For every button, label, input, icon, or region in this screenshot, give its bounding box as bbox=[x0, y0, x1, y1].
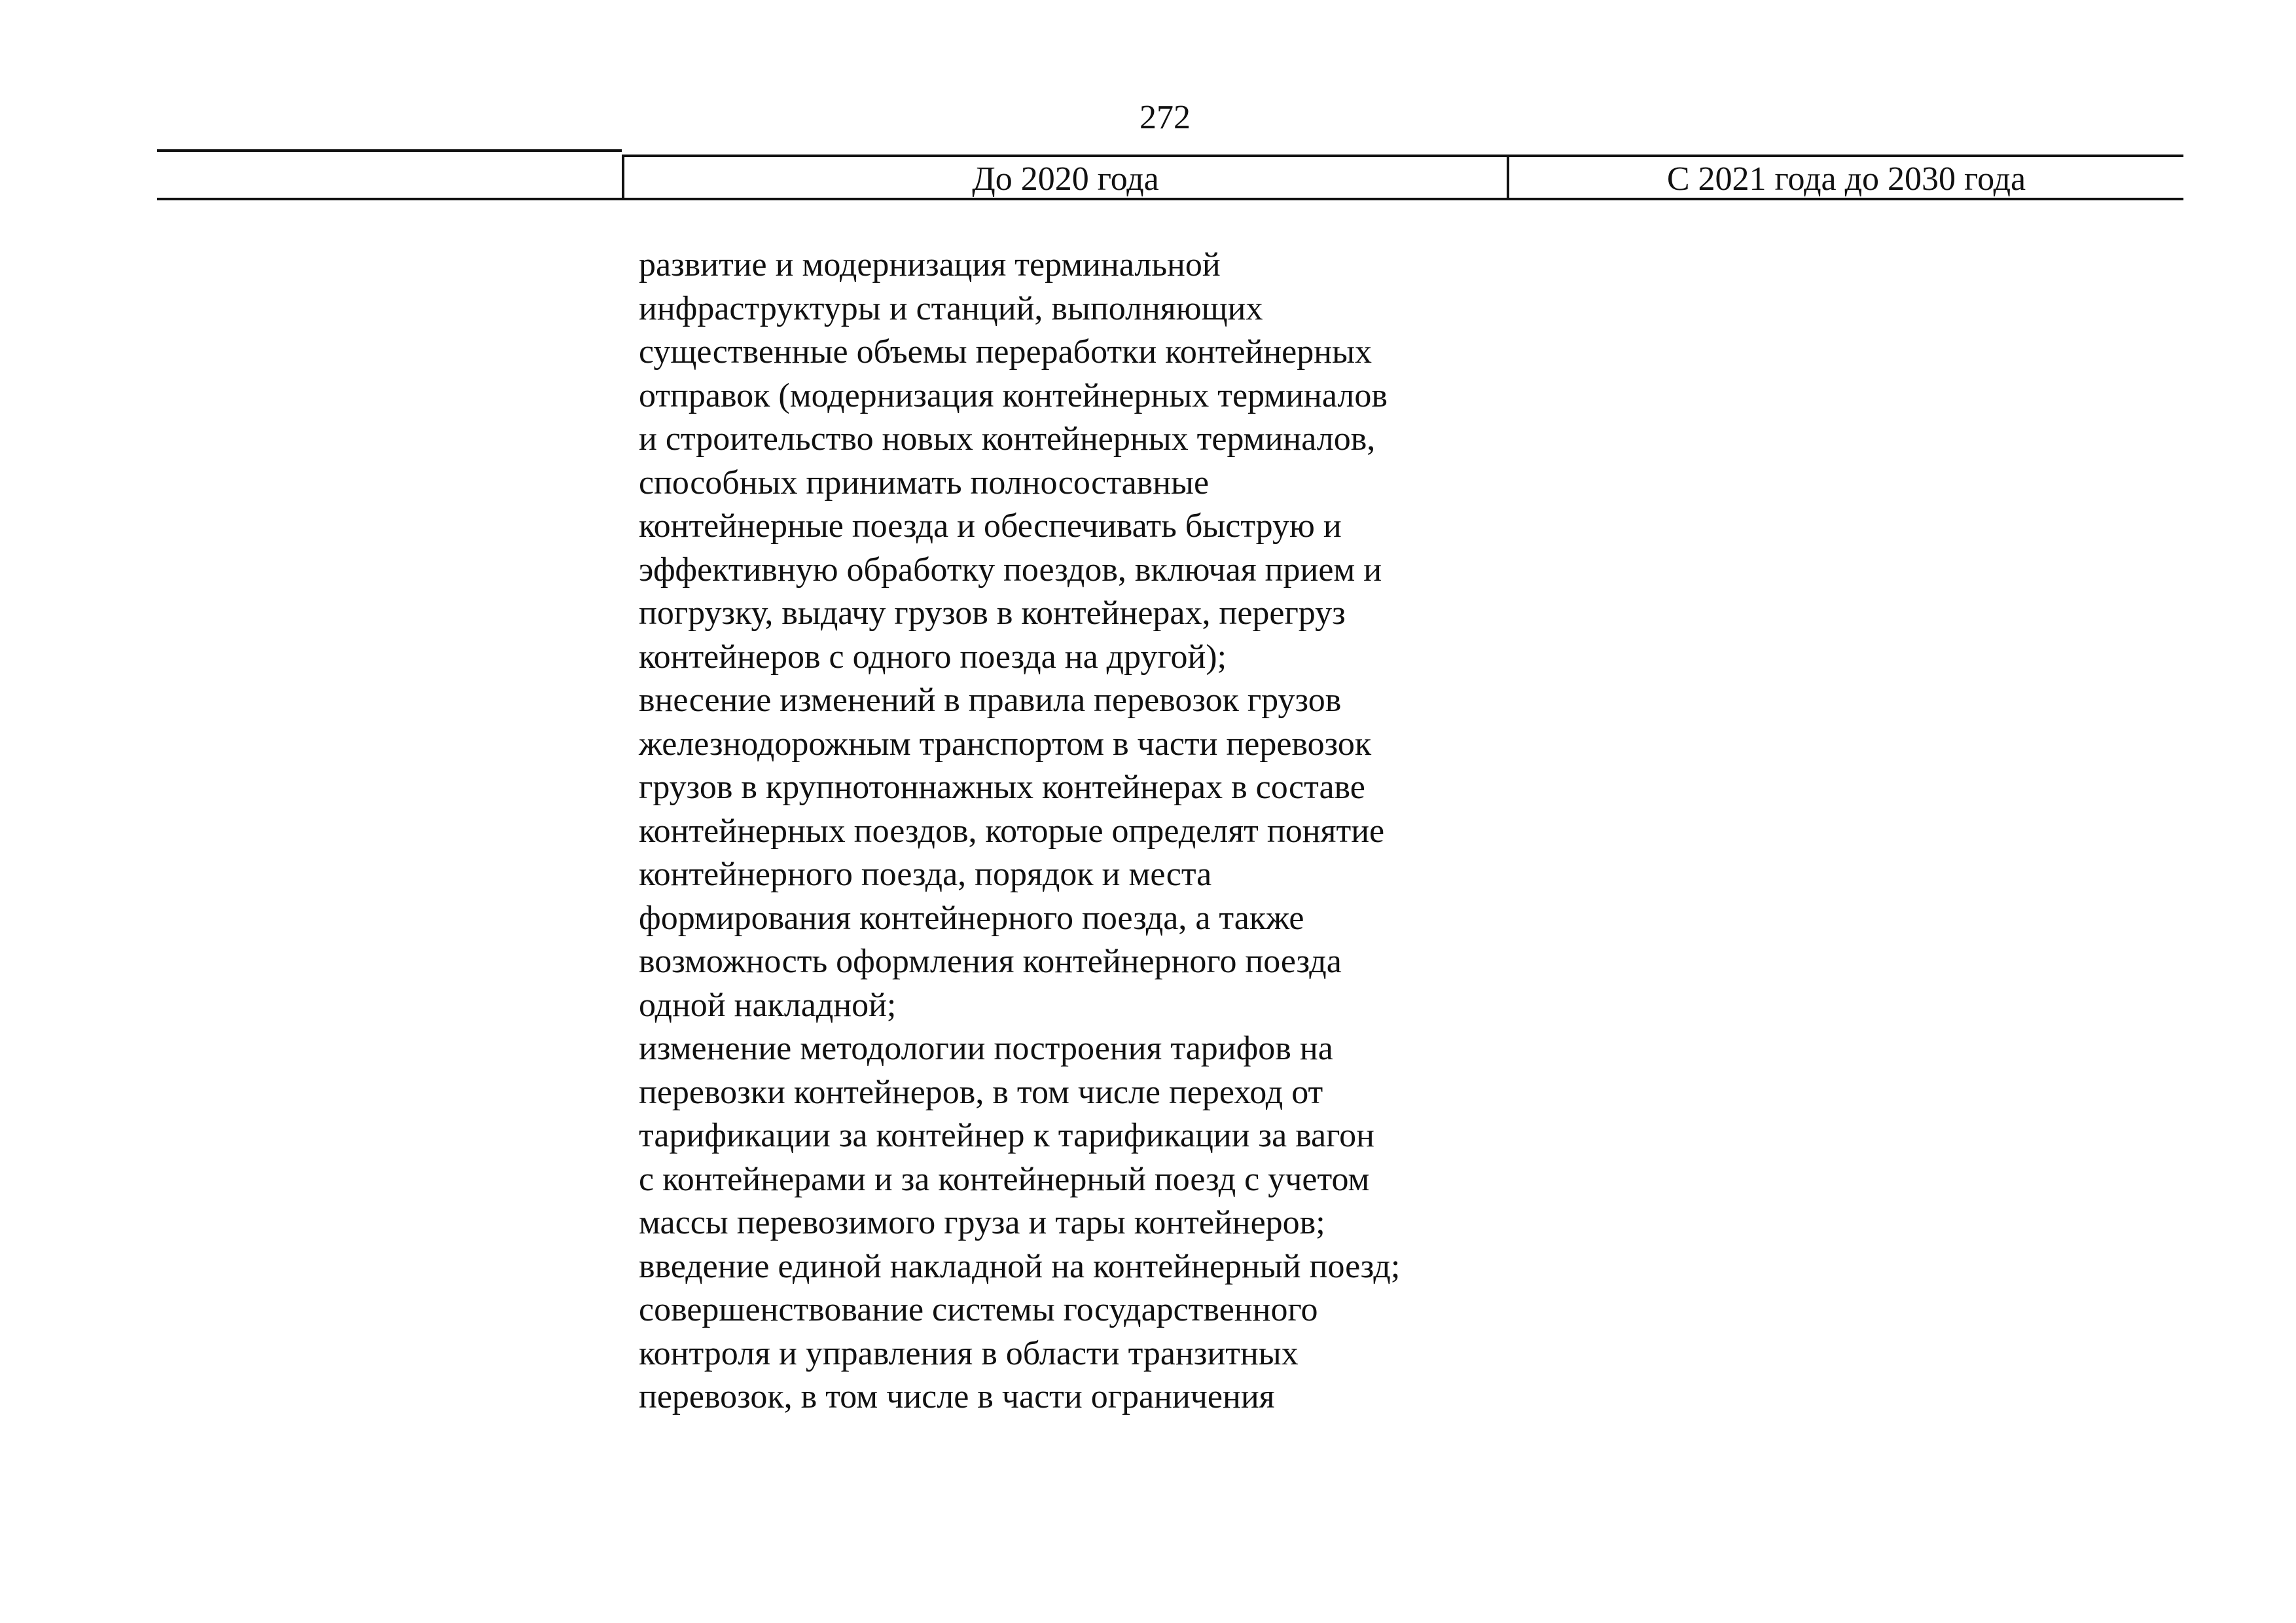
text-line: формирования контейнерного поезда, а также bbox=[639, 899, 1304, 937]
text-line: отправок (модернизация контейнерных терминалов bbox=[639, 376, 1388, 414]
text-line: тарификации за контейнер к тарификации за вагон bbox=[639, 1117, 1374, 1154]
text-line: железнодорожным транспортом в части перевозок bbox=[639, 725, 1372, 763]
table-header bbox=[157, 149, 2183, 196]
text-line: контейнерные поезда и обеспечивать быструю и bbox=[639, 507, 1342, 545]
text-line: контейнерных поездов, которые определят понятие bbox=[639, 812, 1385, 850]
text-line: совершенствование системы государственного bbox=[639, 1291, 1318, 1328]
text-line: перевозок, в том числе в части ограничения bbox=[639, 1378, 1275, 1415]
text-line: контейнеров с одного поезда на другой); bbox=[639, 638, 1227, 676]
text-line: развитие и модернизация терминальной bbox=[639, 246, 1221, 283]
text-line: и строительство новых контейнерных терминалов, bbox=[639, 420, 1376, 458]
text-line: существенные объемы переработки контейнерных bbox=[639, 333, 1372, 371]
text-line: перевозки контейнеров, в том числе переход от bbox=[639, 1073, 1323, 1111]
header-rule-bottom bbox=[157, 198, 2183, 200]
text-line: эффективную обработку поездов, включая прием и bbox=[639, 551, 1382, 589]
text-line: массы перевозимого груза и тары контейнеров; bbox=[639, 1204, 1325, 1241]
text-line: способных принимать полносоставные bbox=[639, 464, 1210, 501]
text-line: инфраструктуры и станций, выполняющих bbox=[639, 289, 1263, 327]
text-line: изменение методологии построения тарифов на bbox=[639, 1030, 1333, 1067]
header-rule-top-left bbox=[157, 149, 622, 152]
text-line: контроля и управления в области транзитных bbox=[639, 1334, 1299, 1372]
text-line: грузов в крупнотоннажных контейнерах в составе bbox=[639, 769, 1365, 806]
text-line: введение единой накладной на контейнерный поезд; bbox=[639, 1247, 1401, 1285]
header-rule-top-right bbox=[622, 155, 2183, 157]
column-header-2021-2030: С 2021 года до 2030 года bbox=[1666, 160, 2026, 198]
column-header-until-2020: До 2020 года bbox=[972, 160, 1159, 198]
text-line: контейнерного поезда, порядок и места bbox=[639, 856, 1212, 893]
page-number: 272 bbox=[1139, 99, 1191, 136]
text-line: с контейнерами и за контейнерный поезд с учетом bbox=[639, 1160, 1370, 1198]
text-line: внесение изменений в правила перевозок грузов bbox=[639, 682, 1342, 719]
body-text bbox=[639, 244, 1555, 1419]
text-line: возможность оформления контейнерного поезда bbox=[639, 943, 1342, 980]
text-line: погрузку, выдачу грузов в контейнерах, перегруз bbox=[639, 594, 1346, 632]
text-line: одной накладной; bbox=[639, 986, 897, 1024]
